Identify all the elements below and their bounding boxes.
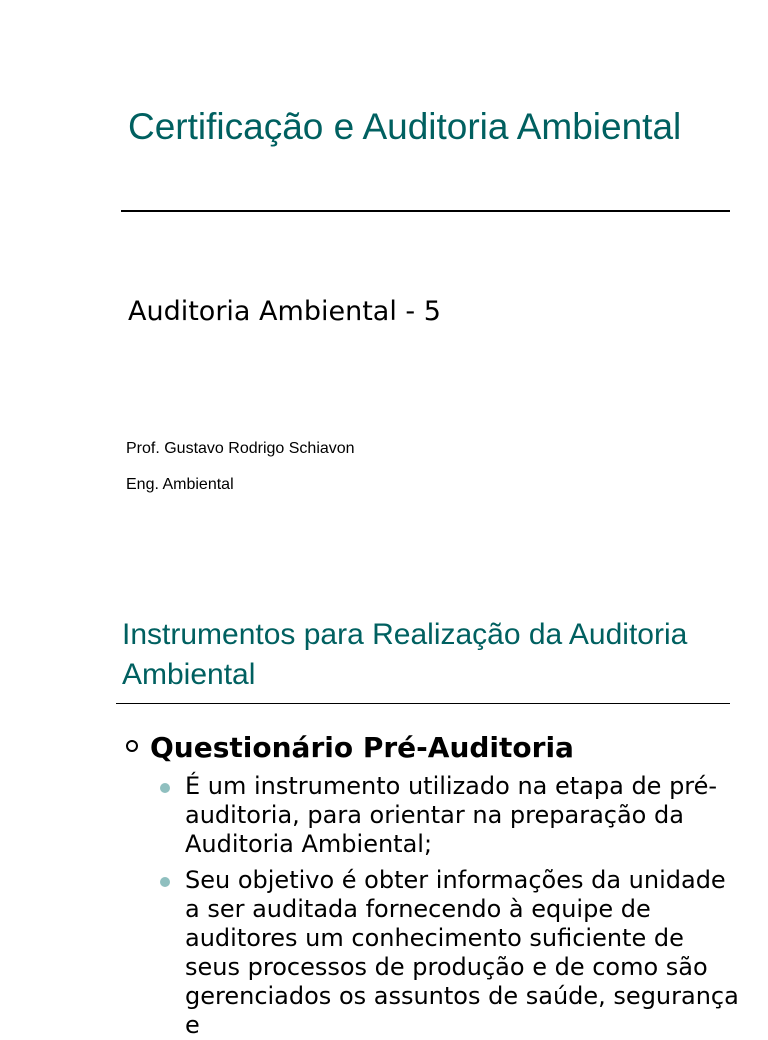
slide-title: Certificação e Auditoria Ambiental <box>128 106 682 147</box>
list-item-text: Seu objetivo é obter informações da unidade a ser auditada fornecendo à equipe de auditores um conhecimento suficiente de seus processos de produção e de como são gerenciados os assuntos de saúde, segurança e <box>185 866 739 1039</box>
course-name: Eng. Ambiental <box>126 476 234 493</box>
list-item-text: É um instrumento utilizado na etapa de pré-auditoria, para orientar na preparação da Auditoria Ambiental; <box>185 772 718 858</box>
author-name: Prof. Gustavo Rodrigo Schiavon <box>126 440 355 457</box>
ring-bullet-icon <box>126 740 138 752</box>
list-heading <box>126 728 574 768</box>
slide-2 <box>0 560 768 1039</box>
dot-bullet-icon <box>160 783 170 793</box>
dot-bullet-icon <box>160 877 170 887</box>
title-divider <box>116 703 730 704</box>
list-heading-text: Questionário Pré-Auditoria <box>150 731 574 764</box>
slide-title: Instrumentos para Realização da Auditoria Ambiental <box>122 618 688 691</box>
title-divider <box>121 210 730 212</box>
list-item <box>160 772 760 859</box>
list-item <box>160 866 760 1040</box>
slide-subtitle: Auditoria Ambiental - 5 <box>128 296 441 327</box>
